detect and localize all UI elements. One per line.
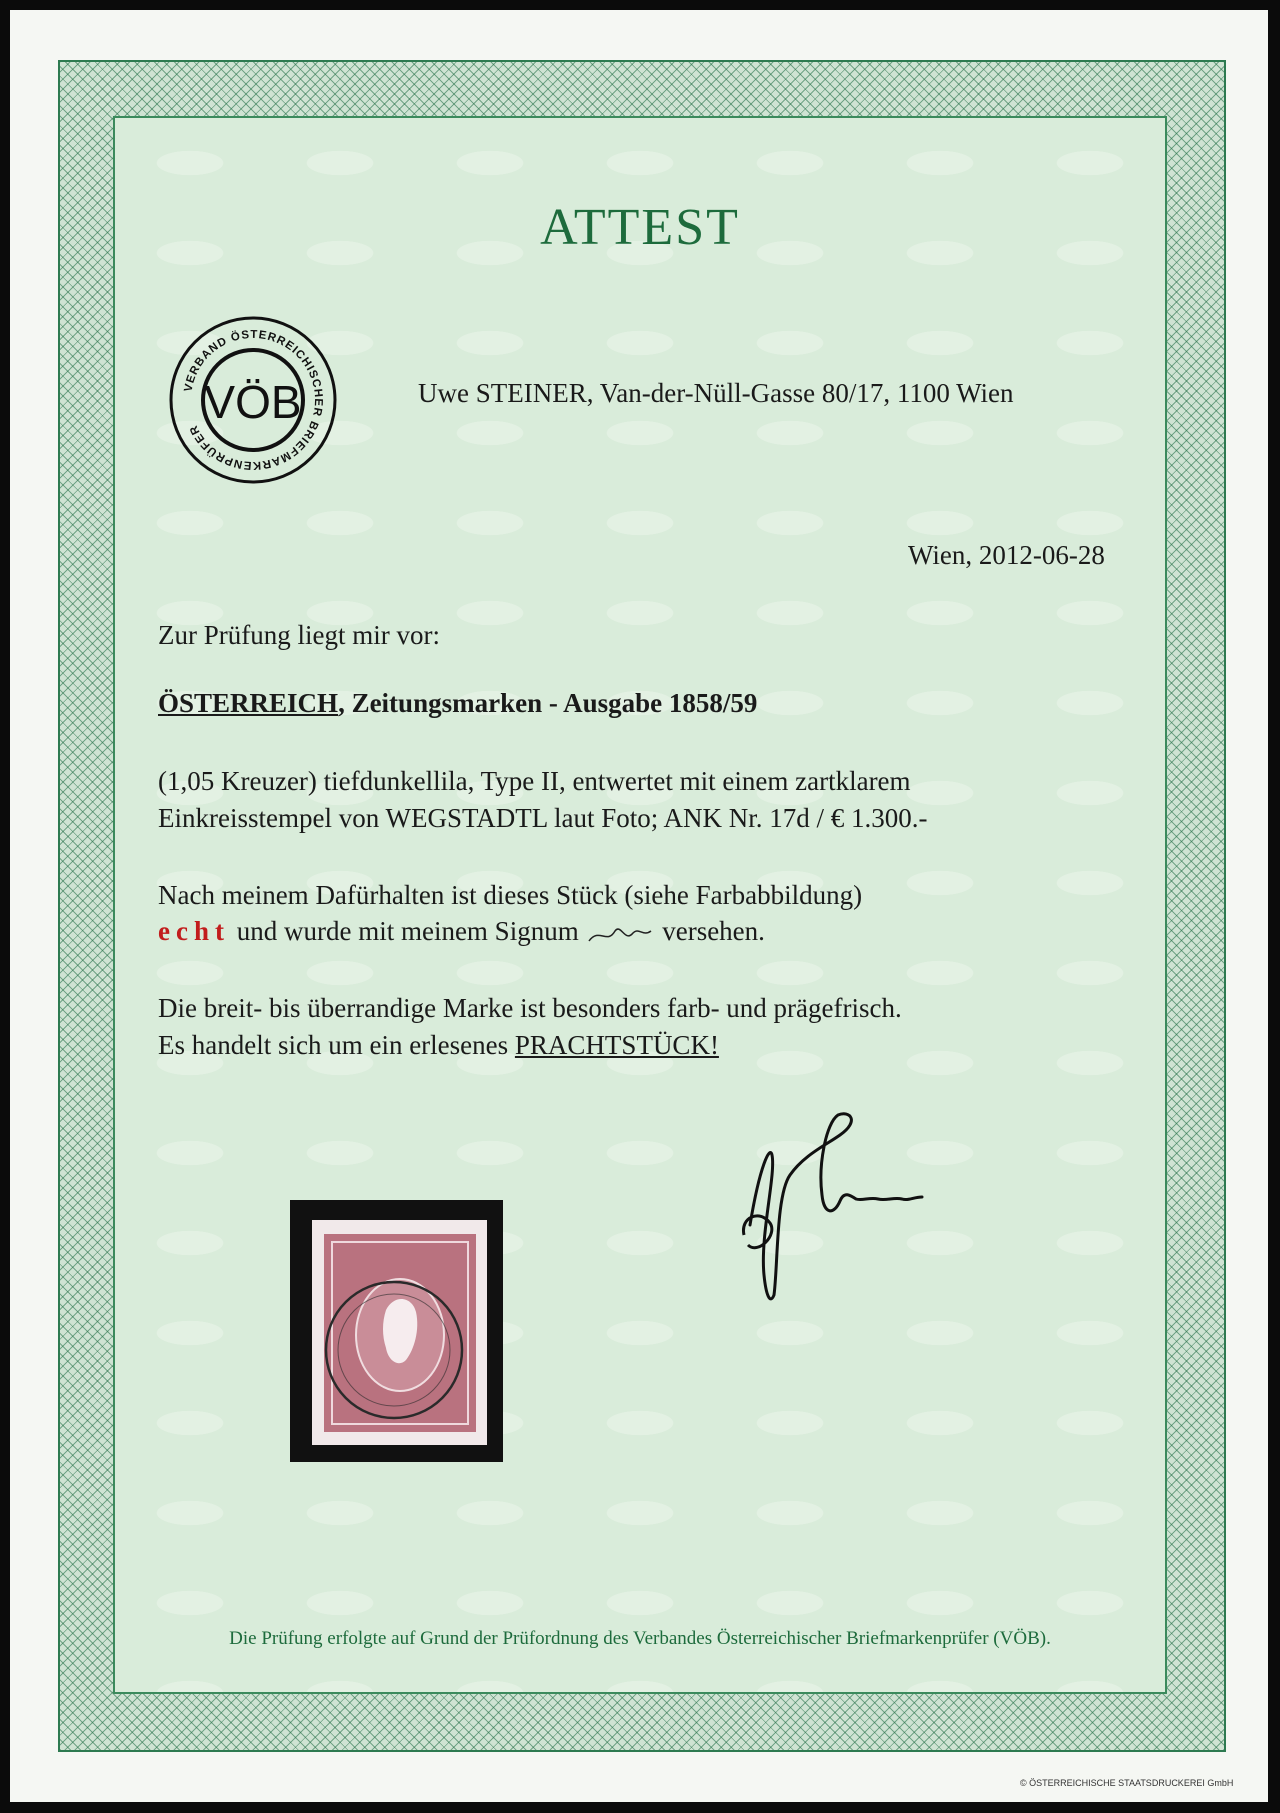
place-date: Wien, 2012-06-28 (908, 540, 1105, 570)
stamp-photo-frame (290, 1200, 503, 1462)
examiner-address: Uwe STEINER, Van-der-Nüll-Gasse 80/17, 1100 Wien (418, 378, 1014, 408)
voeb-seal-logo (168, 315, 338, 485)
opinion-line-2a: und wurde mit meinem Signum (236, 916, 579, 946)
issue-rest: , Zeitungsmarken - Ausgabe 1858/59 (338, 688, 758, 718)
intro-line: Zur Prüfung liegt mir vor: (158, 620, 440, 650)
opinion-line-2 (158, 916, 765, 947)
stamp-image (290, 1200, 503, 1462)
description-line-2: Einkreisstempel von WEGSTADTL laut Foto; ANK Nr. 17d / € 1.300.- (158, 803, 928, 833)
issue-heading (158, 688, 757, 719)
issue-country: ÖSTERREICH (158, 688, 339, 718)
prachtstueck-highlight: PRACHTSTÜCK! (514, 1030, 719, 1060)
opinion-line-2b: versehen. (662, 916, 765, 946)
printer-copyright: © ÖSTERREICHISCHE STAATSDRUCKEREI GmbH (1020, 1778, 1234, 1788)
handwritten-signature (730, 1105, 940, 1315)
quality-line-2 (158, 1030, 719, 1061)
description-line-1: (1,05 Kreuzer) tiefdunkellila, Type II, entwertet mit einem zartklarem (158, 766, 911, 796)
quality-line-2a: Es handelt sich um ein erlesenes (158, 1030, 515, 1060)
certificate-title: ATTEST (540, 199, 740, 256)
opinion-line-1: Nach meinem Dafürhalten ist dieses Stück (siehe Farbabbildung) (158, 880, 863, 910)
signum-mark (585, 921, 655, 947)
quality-line-1: Die breit- bis überrandige Marke ist besonders farb- und prägefrisch. (158, 993, 902, 1023)
seal-initials: VÖB (204, 376, 302, 428)
footer-note: Die Prüfung erfolgte auf Grund der Prüfordnung des Verbandes Österreichischer Briefmarkenprüfer (VÖB). (229, 1628, 1051, 1649)
verdict-echt: echt (158, 916, 230, 946)
svg-text:VERBAND ÖSTERREICHISCHER BRIEF: VERBAND ÖSTERREICHISCHER BRIEFMARKENPRÜFER (182, 328, 325, 472)
